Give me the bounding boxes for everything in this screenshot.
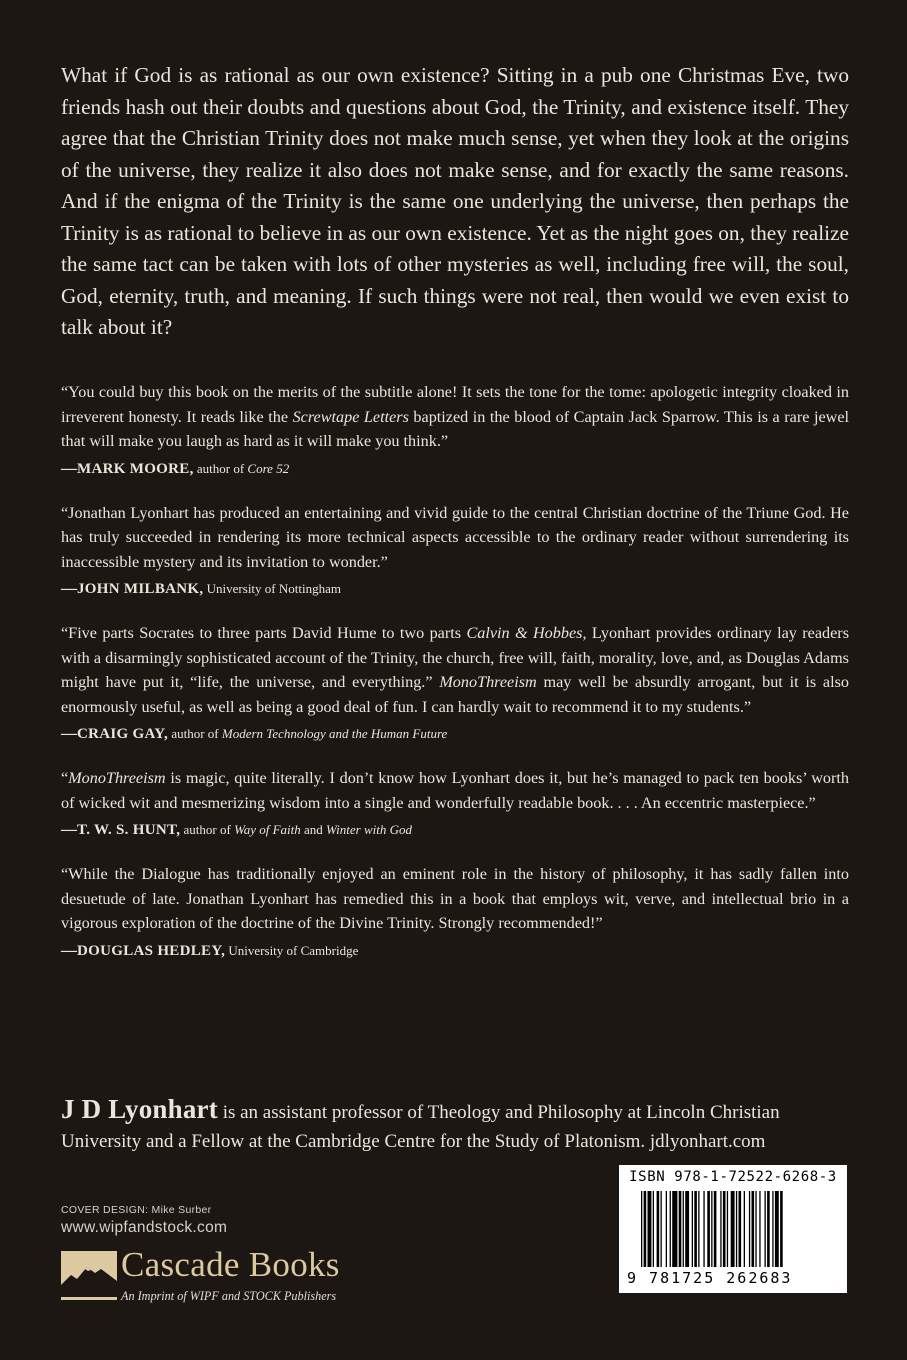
endorsement-tws-hunt bbox=[61, 766, 849, 840]
quote-text: “ bbox=[61, 769, 69, 787]
barcode-bar bbox=[653, 1191, 654, 1267]
endorser-book: Modern Technology and the Human Future bbox=[221, 726, 448, 741]
isbn-barcode bbox=[619, 1165, 847, 1293]
barcode-bar bbox=[707, 1191, 710, 1267]
barcode-bar bbox=[723, 1191, 726, 1267]
publisher-website: www.wipfandstock.com bbox=[61, 1219, 228, 1236]
endorsement-john-milbank bbox=[61, 501, 849, 600]
publisher-name: Cascade Books bbox=[121, 1245, 340, 1284]
quote-title: Calvin & Hobbes bbox=[466, 624, 583, 642]
barcode-bar bbox=[711, 1191, 712, 1267]
mountain-logo-icon bbox=[61, 1251, 117, 1303]
cover-design-credit: COVER DESIGN: Mike Surber bbox=[61, 1204, 212, 1216]
barcode-bar bbox=[772, 1191, 773, 1267]
endorsement-attribution bbox=[61, 941, 849, 961]
endorser-name: DOUGLAS HEDLEY, bbox=[77, 942, 226, 959]
endorsements bbox=[61, 380, 849, 983]
barcode-bar bbox=[731, 1191, 735, 1267]
barcode-bar bbox=[683, 1191, 684, 1267]
endorser-name: MARK MOORE, bbox=[77, 460, 194, 477]
barcode-bar bbox=[694, 1191, 697, 1267]
attribution-dash: — bbox=[61, 821, 77, 838]
barcode-bar bbox=[780, 1191, 783, 1267]
endorser-affiliation: University of Cambridge bbox=[225, 942, 359, 958]
attribution-dash: — bbox=[61, 459, 77, 477]
author-name: J D Lyonhart bbox=[61, 1094, 218, 1124]
barcode-digits: 9 781725 262683 bbox=[627, 1269, 793, 1287]
back-cover-blurb: What if God is as rational as our own existence? Sitting in a pub one Christmas Eve, two friends hash out their doubts and questions about God, the Trinity, and existence itself. They agree that the Christian Trinity does not make much sense, yet when they look at the origins of the universe, they realize it also does not make sense, and for exactly the same reasons. And if the enigma of the Trinity is the same one underlying the universe, then perhaps the Trinity is as rational to believe in as our own existence. Yet as the night goes on, they realize the same tact can be taken with lots of other mysteries as well, including free will, the soul, God, eternity, truth, and meaning. If such things were not real, then would we even exist to talk about it? bbox=[61, 63, 849, 339]
barcode-bar bbox=[641, 1191, 642, 1267]
barcode-bar bbox=[661, 1191, 662, 1267]
isbn-label: ISBN 978-1-72522-6268-3 bbox=[629, 1169, 837, 1185]
endorsement-quote: “While the Dialogue has traditionally enjoyed an eminent role in the history of philosophy, it has sadly fallen into desuetude of late. Jonathan Lyonhart has remedied this in a book that employs wit, verve, and intellectual brio in a vigorous exploration of the doctrine of the Divine Trinity. Strongly recommended!” bbox=[61, 865, 849, 932]
barcode-bar bbox=[657, 1191, 660, 1267]
barcode-bar bbox=[755, 1191, 756, 1267]
endorsement-attribution bbox=[61, 579, 849, 599]
author-bio-text: is an assistant professor of Theology and Philosophy at Lincoln Christian University and a Fellow at the Cambridge Centre for the Study of Platonism. jdlyonhart.com bbox=[61, 1102, 780, 1152]
attribution-dash: — bbox=[61, 941, 77, 959]
author-bio bbox=[61, 1095, 851, 1156]
endorser-book: Core 52 bbox=[247, 460, 290, 476]
endorser-name: CRAIG GAY, bbox=[77, 726, 169, 742]
endorsement-quote bbox=[61, 766, 849, 815]
endorser-book: Way of Faith bbox=[234, 822, 301, 837]
attribution-dash: — bbox=[61, 725, 77, 742]
barcode-bar bbox=[765, 1191, 766, 1267]
barcode-bar bbox=[720, 1191, 721, 1267]
barcode-bar bbox=[714, 1191, 717, 1267]
quote-text: , Lyonhart provides ordinary lay readers with a disarmingly sophisticated account of the Trinity, the church, free will, faith, morality, love, and, as Douglas Adams might have put it, “life, the universe, and everything.” bbox=[61, 624, 849, 691]
quote-title: MonoThreeism bbox=[68, 769, 166, 787]
endorser-affiliation: University of Nottingham bbox=[203, 581, 341, 596]
barcode-bar bbox=[685, 1191, 689, 1267]
quote-text: is magic, quite literally. I don’t know how Lyonhart does it, but he’s managed to pack ten books’ worth of wicked wit and mesmerizing wisdom into a single and wonderfully readable book. . . . An eccentric masterpiece.” bbox=[61, 769, 849, 812]
barcode-bar bbox=[666, 1191, 667, 1267]
endorsement-quote bbox=[61, 380, 849, 454]
quote-text: may well be absurdly arrogant, but it is also enormously useful, as well as being a good deal of fun. I can hardly wait to recommend it to my students.” bbox=[61, 673, 849, 716]
endorser-name: T. W. S. HUNT, bbox=[77, 822, 181, 838]
endorser-affiliation: author of bbox=[180, 822, 235, 837]
barcode-bar bbox=[670, 1191, 671, 1267]
barcode-bars bbox=[641, 1191, 831, 1275]
barcode-bar bbox=[692, 1191, 693, 1267]
barcode-bar bbox=[698, 1191, 699, 1267]
barcode-bar bbox=[749, 1191, 750, 1267]
quote-text: “You could buy this book on the merits of the subtitle alone! It sets the tone for the tome: apologetic integrity cloaked in irreverent honesty. It reads like the bbox=[61, 383, 849, 426]
barcode-bar bbox=[648, 1191, 652, 1267]
endorsement-mark-moore bbox=[61, 380, 849, 479]
quote-text: “Five parts Socrates to three parts David Hume to two parts bbox=[61, 624, 467, 642]
endorser-affiliation: and bbox=[300, 822, 327, 837]
quote-text: baptized in the blood of Captain Jack Sparrow. This is a rare jewel that will make you laugh as hard as it will make you think.” bbox=[61, 407, 849, 450]
barcode-bar bbox=[744, 1191, 745, 1267]
endorsement-attribution bbox=[61, 459, 849, 479]
endorsement-douglas-hedley bbox=[61, 862, 849, 961]
endorser-affiliation: author of bbox=[168, 726, 222, 741]
publisher-logo bbox=[61, 1245, 391, 1309]
barcode-bar bbox=[644, 1191, 647, 1267]
barcode-bar bbox=[752, 1191, 755, 1267]
barcode-bar bbox=[775, 1191, 779, 1267]
barcode-bar bbox=[739, 1191, 742, 1267]
barcode-bar bbox=[736, 1191, 737, 1267]
quote-title: Screwtape Letters bbox=[292, 407, 409, 426]
barcode-bar bbox=[759, 1191, 760, 1267]
endorsement-quote: “Jonathan Lyonhart has produced an entertaining and vivid guide to the central Christian doctrine of the Triune God. He has truly succeeded in rendering its more technical aspects accessible to the ordinary reader without surrendering its inaccessible mystery and its invitation to wonder.” bbox=[61, 503, 849, 571]
barcode-bar bbox=[679, 1191, 682, 1267]
endorser-affiliation: author of bbox=[193, 460, 248, 476]
credits bbox=[61, 1204, 227, 1237]
endorsement-attribution bbox=[61, 820, 849, 840]
barcode-bar bbox=[703, 1191, 704, 1267]
quote-title: MonoThreeism bbox=[439, 673, 537, 691]
publisher-imprint: An Imprint of WIPF and STOCK Publishers bbox=[121, 1289, 337, 1303]
endorsement-craig-gay bbox=[61, 621, 849, 744]
endorsement-attribution bbox=[61, 724, 849, 744]
barcode-bar bbox=[727, 1191, 728, 1267]
attribution-dash: — bbox=[61, 580, 77, 597]
endorser-name: JOHN MILBANK, bbox=[77, 581, 204, 597]
barcode-bar bbox=[767, 1191, 770, 1267]
endorser-book: Winter with God bbox=[326, 822, 412, 837]
barcode-bar bbox=[672, 1191, 677, 1267]
endorsement-quote bbox=[61, 621, 849, 719]
